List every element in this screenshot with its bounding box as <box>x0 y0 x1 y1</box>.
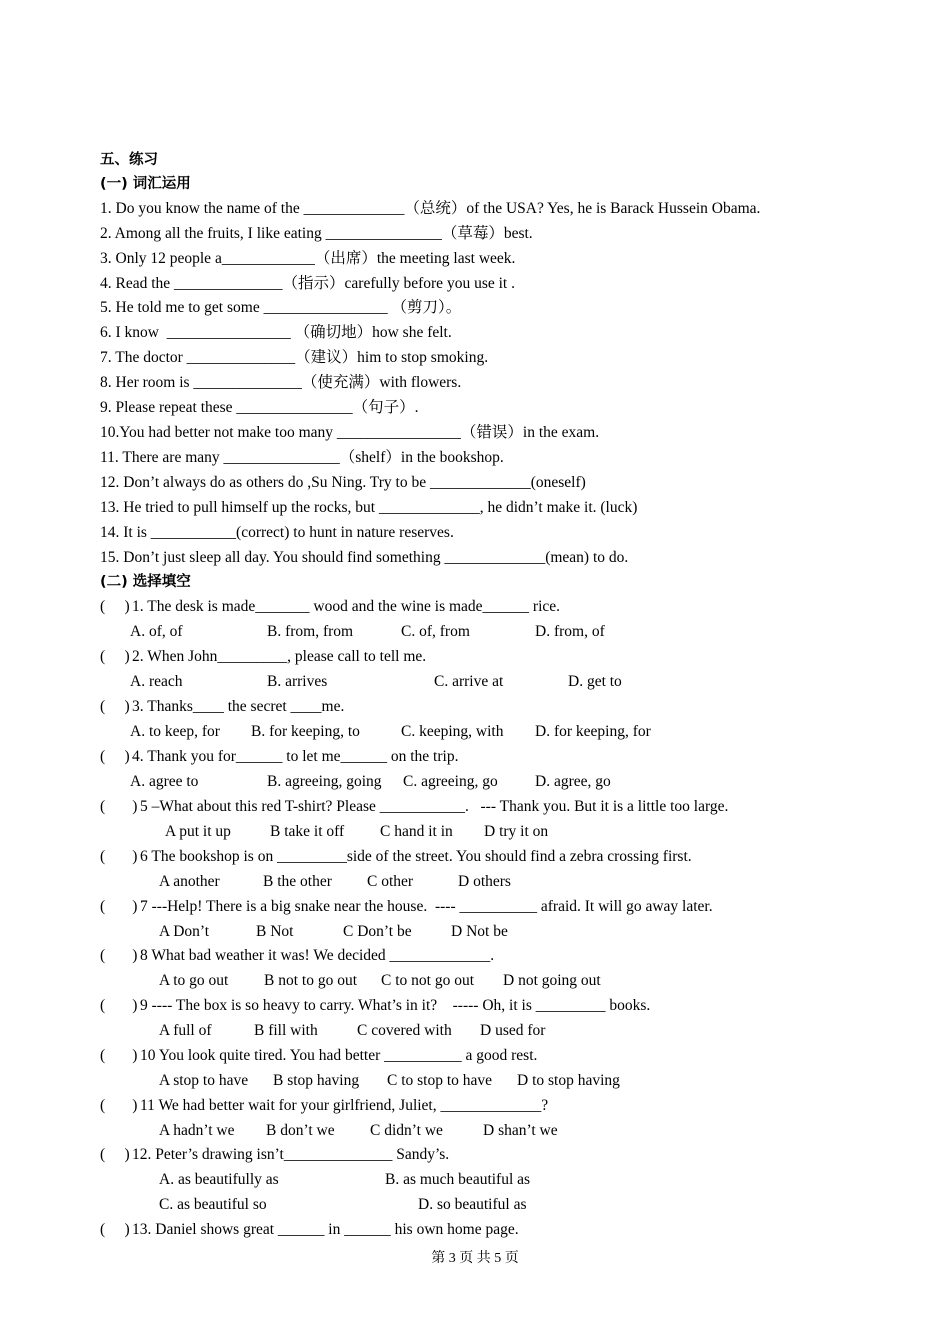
mc-question-4: 4. Thank you for______ to let me______ on the trip. <box>132 748 459 765</box>
vocab-item-2: 2. Among all the fruits, I like eating _______________（草莓）best. <box>100 225 533 242</box>
option-c: C. arrive at <box>434 673 504 690</box>
mc-question-6: 6 The bookshop is on _________side of the street. You should find a zebra crossing first. <box>140 848 692 865</box>
vocab-item-15: 15. Don’t just sleep all day. You should find something _____________(mean) to do. <box>100 549 629 566</box>
answer-paren: ( ) <box>100 848 138 865</box>
mc-question-9: 9 ---- The box is so heavy to carry. What’s in it? ----- Oh, it is _________ books. <box>140 997 651 1014</box>
option-c: C Don’t be <box>343 923 412 940</box>
option-d: D others <box>458 873 511 890</box>
vocab-item-13: 13. He tried to pull himself up the rocks, but _____________, he didn’t make it. (luck) <box>100 499 638 516</box>
vocab-item-1: 1. Do you know the name of the _____________（总统）of the USA? Yes, he is Barack Hussein Obama. <box>100 200 761 217</box>
mc-question-2: 2. When John_________, please call to tell me. <box>132 648 427 665</box>
option-b: B the other <box>263 873 332 890</box>
mc-question-11: 11 We had better wait for your girlfriend, Juliet, _____________? <box>140 1097 549 1114</box>
option-b: B. arrives <box>267 673 328 690</box>
mc-question-13: 13. Daniel shows great ______ in ______ his own home page. <box>132 1221 519 1238</box>
answer-paren: ( ) <box>100 748 130 765</box>
option-a: A. to keep, for <box>130 723 220 740</box>
part1-title: (一) 词汇运用 <box>100 176 191 192</box>
option-a: A. of, of <box>130 623 183 640</box>
mc-question-3: 3. Thanks____ the secret ____me. <box>132 698 345 715</box>
option-b: B not to go out <box>264 972 358 989</box>
vocab-item-11: 11. There are many _______________（shelf）in the bookshop. <box>100 449 504 466</box>
option-c: C didn’t we <box>370 1122 443 1139</box>
option-c: C. of, from <box>401 623 470 640</box>
mc-question-5: 5 –What about this red T-shirt? Please ___________. --- Thank you. But it is a little too large. <box>140 798 729 815</box>
option-d: D Not be <box>451 923 508 940</box>
option-a: A to go out <box>159 972 229 989</box>
option-c: C other <box>367 873 414 890</box>
option-b: B. for keeping, to <box>251 723 360 740</box>
option-b: B. from, from <box>267 623 354 640</box>
option-d: D used for <box>480 1022 546 1039</box>
option-b: B Not <box>256 923 294 940</box>
option-a: A. as beautifully as <box>159 1171 279 1188</box>
vocab-item-10: 10.You had better not make too many ________________（错误）in the exam. <box>100 424 600 441</box>
option-d: D. so beautiful as <box>418 1196 527 1213</box>
option-b: B. agreeing, going <box>267 773 382 790</box>
vocab-item-4: 4. Read the ______________（指示）carefully before you use it . <box>100 275 515 292</box>
answer-paren: ( ) <box>100 997 138 1014</box>
option-a: A. agree to <box>130 773 199 790</box>
option-a: A. reach <box>130 673 183 690</box>
page-footer: 第 3 页 共 5 页 <box>431 1251 519 1266</box>
vocab-item-8: 8. Her room is ______________（使充满）with flowers. <box>100 374 462 391</box>
answer-paren: ( ) <box>100 1221 130 1238</box>
part2-title: (二) 选择填空 <box>100 574 191 590</box>
vocab-item-6: 6. I know ________________ （确切地）how she felt. <box>100 324 452 341</box>
answer-paren: ( ) <box>100 1047 138 1064</box>
option-d: D not going out <box>503 972 601 989</box>
option-d: D. for keeping, for <box>535 723 651 740</box>
answer-paren: ( ) <box>100 598 130 615</box>
option-c: C covered with <box>357 1022 452 1039</box>
option-b: B. as much beautiful as <box>385 1171 531 1188</box>
vocab-item-9: 9. Please repeat these _______________（句子）. <box>100 399 419 416</box>
answer-paren: ( ) <box>100 898 138 915</box>
vocab-item-7: 7. The doctor ______________（建议）him to stop smoking. <box>100 349 489 366</box>
vocab-item-12: 12. Don’t always do as others do ,Su Ning. Try to be _____________(oneself) <box>100 474 586 491</box>
option-d: D. agree, go <box>535 773 611 790</box>
answer-paren: ( ) <box>100 648 130 665</box>
option-c: C. as beautiful so <box>159 1196 267 1213</box>
option-b: B take it off <box>270 823 345 840</box>
answer-paren: ( ) <box>100 1097 138 1114</box>
option-a: A stop to have <box>159 1072 249 1089</box>
option-a: A full of <box>159 1022 212 1039</box>
option-a: A Don’t <box>159 923 210 940</box>
mc-question-10: 10 You look quite tired. You had better __________ a good rest. <box>140 1047 538 1064</box>
mc-question-7: 7 ---Help! There is a big snake near the house. ---- __________ afraid. It will go away later. <box>140 898 713 915</box>
mc-question-8: 8 What bad weather it was! We decided _____________. <box>140 947 495 964</box>
section-title: 五、练习 <box>100 152 158 168</box>
option-d: D to stop having <box>517 1072 620 1089</box>
answer-paren: ( ) <box>100 698 130 715</box>
vocab-item-5: 5. He told me to get some ________________ （剪刀）。 <box>100 299 462 316</box>
option-c: C to stop to have <box>387 1072 493 1089</box>
vocab-item-3: 3. Only 12 people a____________（出席）the meeting last week. <box>100 250 516 267</box>
option-c: C. keeping, with <box>401 723 504 740</box>
option-d: D shan’t we <box>483 1122 558 1139</box>
option-b: B fill with <box>254 1022 318 1039</box>
option-d: D. from, of <box>535 623 605 640</box>
mc-question-12: 12. Peter’s drawing isn’t______________ Sandy’s. <box>132 1146 450 1163</box>
option-a: A hadn’t we <box>159 1122 235 1139</box>
option-b: B stop having <box>273 1072 360 1089</box>
option-d: D. get to <box>568 673 622 690</box>
option-c: C hand it in <box>380 823 453 840</box>
mc-question-1: 1. The desk is made_______ wood and the wine is made______ rice. <box>132 598 561 615</box>
answer-paren: ( ) <box>100 947 138 964</box>
option-a: A put it up <box>165 823 231 840</box>
option-c: C to not go out <box>381 972 475 989</box>
answer-paren: ( ) <box>100 798 138 815</box>
option-a: A another <box>159 873 220 890</box>
option-d: D try it on <box>484 823 549 840</box>
option-b: B don’t we <box>266 1122 335 1139</box>
option-c: C. agreeing, go <box>403 773 498 790</box>
vocab-item-14: 14. It is ___________(correct) to hunt in nature reserves. <box>100 524 454 541</box>
answer-paren: ( ) <box>100 1146 130 1163</box>
